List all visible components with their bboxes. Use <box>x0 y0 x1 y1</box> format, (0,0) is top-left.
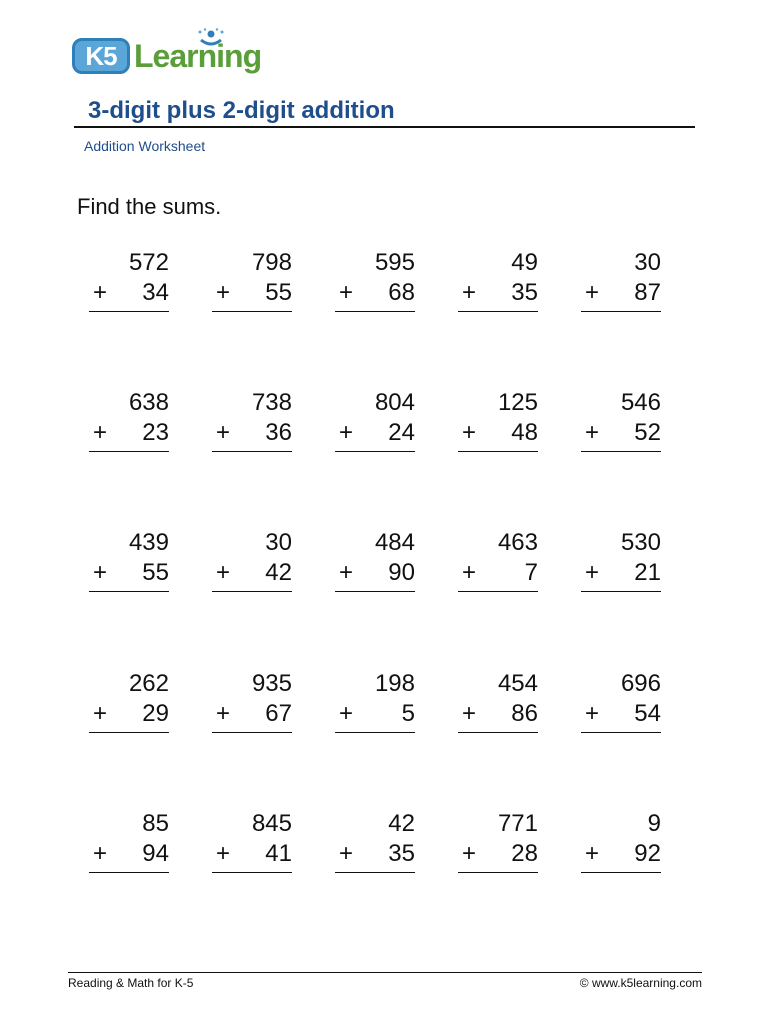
sum-line <box>458 872 538 873</box>
top-addend: 845 <box>251 810 292 837</box>
bottom-addend: 42 <box>265 559 292 586</box>
top-addend: 9 <box>647 810 661 837</box>
sum-line <box>89 591 169 592</box>
footer-website: © www.k5learning.com <box>579 976 702 990</box>
sum-line <box>335 872 415 873</box>
bottom-addend: 34 <box>142 279 169 306</box>
sum-line <box>212 591 292 592</box>
sum-line <box>212 732 292 733</box>
bottom-addend: 5 <box>401 700 415 727</box>
top-addend: 30 <box>265 529 292 556</box>
top-addend: 30 <box>634 249 661 276</box>
plus-sign: + <box>216 559 231 586</box>
addition-problem <box>89 669 169 733</box>
plus-sign: + <box>339 279 354 306</box>
plus-sign: + <box>462 279 477 306</box>
addition-problem <box>335 528 415 592</box>
addition-problem <box>89 388 169 452</box>
top-addend: 439 <box>128 529 169 556</box>
bottom-addend: 48 <box>511 419 538 446</box>
addition-problem <box>581 388 661 452</box>
sum-line <box>458 591 538 592</box>
sum-line <box>581 591 661 592</box>
bottom-addend: 92 <box>634 840 661 867</box>
bottom-addend: 28 <box>511 840 538 867</box>
top-addend: 85 <box>142 810 169 837</box>
title-divider <box>74 126 695 128</box>
plus-sign: + <box>585 559 600 586</box>
bottom-row <box>212 699 292 729</box>
bottom-addend: 23 <box>142 419 169 446</box>
footer-divider <box>68 972 702 973</box>
plus-sign: + <box>93 279 108 306</box>
addition-problem <box>335 669 415 733</box>
bottom-addend: 55 <box>142 559 169 586</box>
addition-problem <box>581 669 661 733</box>
logo-wordmark: Learning <box>134 38 262 74</box>
sum-line <box>458 311 538 312</box>
bottom-row <box>458 699 538 729</box>
top-addend: 572 <box>128 249 169 276</box>
top-addend: 198 <box>374 670 415 697</box>
bottom-row <box>89 839 169 869</box>
bottom-row <box>581 558 661 588</box>
bottom-row <box>335 558 415 588</box>
logo-figure-icon <box>196 28 226 54</box>
addition-problem <box>581 809 661 873</box>
plus-sign: + <box>93 559 108 586</box>
top-addend: 935 <box>251 670 292 697</box>
bottom-row <box>212 418 292 448</box>
bottom-row <box>581 278 661 308</box>
bottom-row <box>335 278 415 308</box>
plus-sign: + <box>216 279 231 306</box>
bottom-row <box>89 558 169 588</box>
top-addend: 804 <box>374 389 415 416</box>
logo-badge: K5 <box>72 38 130 74</box>
plus-sign: + <box>339 559 354 586</box>
plus-sign: + <box>339 419 354 446</box>
sum-line <box>581 732 661 733</box>
addition-problem <box>89 248 169 312</box>
plus-sign: + <box>93 840 108 867</box>
addition-problem <box>335 388 415 452</box>
bottom-row <box>581 839 661 869</box>
plus-sign: + <box>462 559 477 586</box>
bottom-row <box>212 558 292 588</box>
top-addend: 530 <box>620 529 661 556</box>
bottom-row <box>458 278 538 308</box>
addition-problem <box>335 248 415 312</box>
sum-line <box>89 732 169 733</box>
footer-tagline: Reading & Math for K-5 <box>68 976 194 990</box>
sum-line <box>581 451 661 452</box>
instructions: Find the sums. <box>77 194 222 219</box>
plus-sign: + <box>216 840 231 867</box>
addition-problem <box>458 669 538 733</box>
bottom-row <box>458 839 538 869</box>
sum-line <box>458 732 538 733</box>
addition-problem <box>581 248 661 312</box>
plus-sign: + <box>339 700 354 727</box>
addition-problem <box>212 669 292 733</box>
top-addend: 798 <box>251 249 292 276</box>
top-addend: 262 <box>128 670 169 697</box>
plus-sign: + <box>93 419 108 446</box>
bottom-addend: 21 <box>634 559 661 586</box>
top-addend: 595 <box>374 249 415 276</box>
plus-sign: + <box>462 840 477 867</box>
plus-sign: + <box>216 419 231 446</box>
bottom-row <box>458 418 538 448</box>
sum-line <box>89 451 169 452</box>
plus-sign: + <box>462 419 477 446</box>
sum-line <box>458 451 538 452</box>
plus-sign: + <box>462 700 477 727</box>
bottom-addend: 29 <box>142 700 169 727</box>
addition-problem <box>212 528 292 592</box>
bottom-row <box>89 418 169 448</box>
bottom-row <box>581 699 661 729</box>
addition-problem <box>335 809 415 873</box>
addition-problem <box>458 528 538 592</box>
plus-sign: + <box>339 840 354 867</box>
top-addend: 638 <box>128 389 169 416</box>
top-addend: 125 <box>497 389 538 416</box>
top-addend: 484 <box>374 529 415 556</box>
plus-sign: + <box>93 700 108 727</box>
bottom-row <box>212 839 292 869</box>
sum-line <box>212 451 292 452</box>
sum-line <box>89 311 169 312</box>
plus-sign: + <box>585 840 600 867</box>
bottom-addend: 94 <box>142 840 169 867</box>
bottom-addend: 52 <box>634 419 661 446</box>
top-addend: 463 <box>497 529 538 556</box>
bottom-addend: 90 <box>388 559 415 586</box>
bottom-addend: 86 <box>511 700 538 727</box>
bottom-row <box>581 418 661 448</box>
bottom-addend: 54 <box>634 700 661 727</box>
bottom-addend: 41 <box>265 840 292 867</box>
top-addend: 42 <box>388 810 415 837</box>
bottom-row <box>335 418 415 448</box>
plus-sign: + <box>585 700 600 727</box>
plus-sign: + <box>585 419 600 446</box>
bottom-addend: 24 <box>388 419 415 446</box>
worksheet-subtitle: Addition Worksheet <box>84 138 206 154</box>
bottom-row <box>212 278 292 308</box>
addition-problem <box>89 809 169 873</box>
bottom-row <box>335 839 415 869</box>
top-addend: 454 <box>497 670 538 697</box>
sum-line <box>581 311 661 312</box>
sum-line <box>335 591 415 592</box>
plus-sign: + <box>216 700 231 727</box>
bottom-addend: 87 <box>634 279 661 306</box>
bottom-addend: 67 <box>265 700 292 727</box>
bottom-row <box>89 278 169 308</box>
sum-line <box>212 311 292 312</box>
addition-problem <box>458 388 538 452</box>
addition-problem <box>212 388 292 452</box>
addition-problem <box>458 248 538 312</box>
sum-line <box>335 311 415 312</box>
sum-line <box>89 872 169 873</box>
top-addend: 771 <box>497 810 538 837</box>
bottom-addend: 7 <box>524 559 538 586</box>
sum-line <box>212 872 292 873</box>
top-addend: 546 <box>620 389 661 416</box>
sum-line <box>581 872 661 873</box>
bottom-row <box>89 699 169 729</box>
bottom-addend: 55 <box>265 279 292 306</box>
sum-line <box>335 732 415 733</box>
addition-problem <box>212 248 292 312</box>
bottom-addend: 35 <box>511 279 538 306</box>
top-addend: 738 <box>251 389 292 416</box>
addition-problem <box>212 809 292 873</box>
worksheet-title: 3-digit plus 2-digit addition <box>88 97 395 124</box>
addition-problem <box>458 809 538 873</box>
bottom-row <box>335 699 415 729</box>
addition-problem <box>89 528 169 592</box>
bottom-addend: 68 <box>388 279 415 306</box>
sum-line <box>335 451 415 452</box>
bottom-addend: 35 <box>388 840 415 867</box>
top-addend: 696 <box>620 670 661 697</box>
addition-problem <box>581 528 661 592</box>
bottom-addend: 36 <box>265 419 292 446</box>
top-addend: 49 <box>511 249 538 276</box>
plus-sign: + <box>585 279 600 306</box>
bottom-row <box>458 558 538 588</box>
